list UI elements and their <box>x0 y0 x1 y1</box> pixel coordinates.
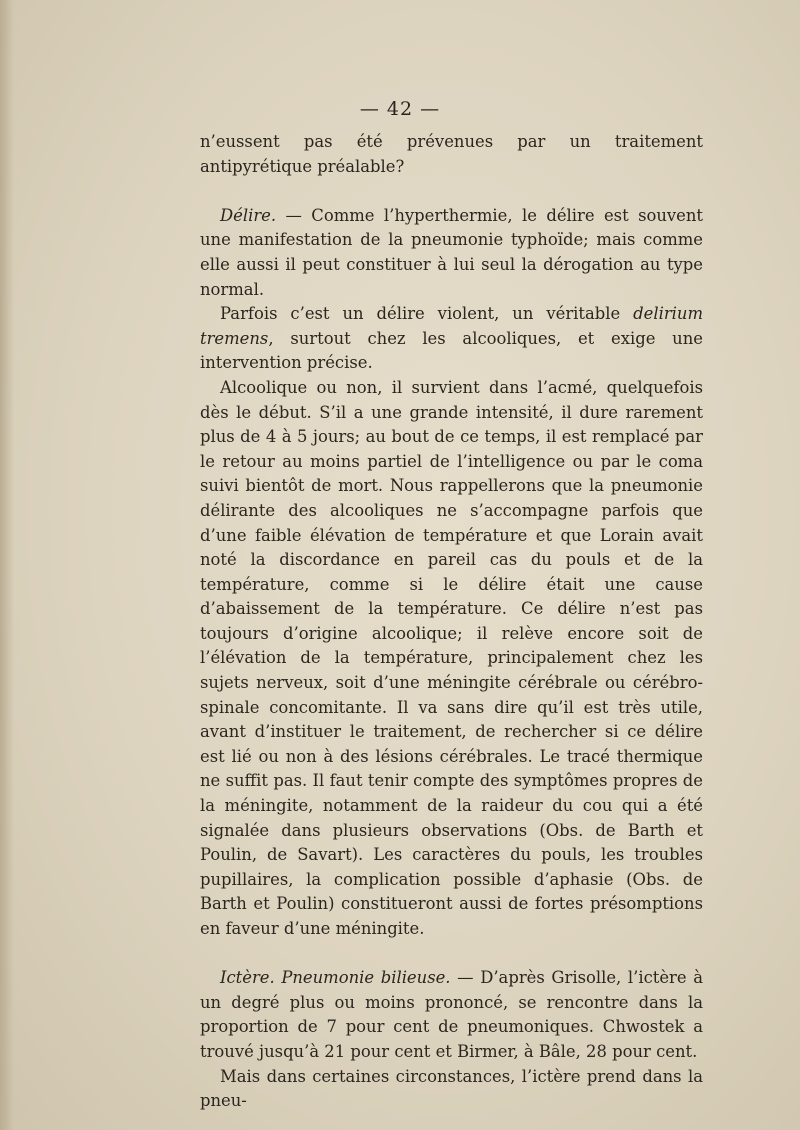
paragraph-ictere-intro <box>200 966 703 1064</box>
paragraph-ictere-continued: Mais dans certaines circonstances, l’ictère prend dans la pneu- <box>200 1066 703 1111</box>
paragraph-continuation: n’eussent pas été prévenues par un traitement antipyrétique préalable? <box>200 132 703 176</box>
term-delirium-tremens: delirium tremens <box>200 304 703 348</box>
section-gap <box>200 942 703 967</box>
body-text <box>200 130 703 1114</box>
section-gap <box>200 179 703 204</box>
paragraph-delire-text: Comme l’hyperthermie, le délire est souvent une manifestation de la pneumonie typhoïde; mais comme elle aussi il peut constituer à lui seul la dérogation au type normal. <box>200 205 704 299</box>
page-number: — 42 — <box>359 98 441 120</box>
paragraph-delirium <box>200 302 703 376</box>
heading-dash: — <box>450 968 481 988</box>
section-heading-delire: Délire. <box>220 205 277 225</box>
paragraph-ictere-text: D’après Grisolle, l’ictère à un degré plus ou moins prononcé, se rencontre dans la proportion de 7 pour cent de pneumoniques. Chwostek a trouvé jusqu’à 21 pour cent et Birmer, à Bâle, 28 pour cent. <box>200 968 704 1061</box>
section-heading-ictere: Ictère. Pneumonie bilieuse. <box>220 968 451 988</box>
paragraph-delire-intro <box>200 204 703 302</box>
paragraph-delirium-end: , surtout chez les alcooliques, et exige une intervention précise. <box>200 328 703 373</box>
heading-dash: — <box>276 205 312 225</box>
paragraph-delirium-start: Parfois c’est un délire violent, un véritable <box>220 304 634 324</box>
paragraph-alcoolique: Alcoolique ou non, il survient dans l’acmé, quelquefois dès le début. S’il a une grande intensité, il dure rarement plus de 4 à 5 jours; au bout de ce temps, il est remplacé par le retour au moins partiel de l’intelligence ou par le coma suivi bientôt de mort. Nous rappellerons que la pneumonie délirante des alcooliques ne s’accompagne parfois que d’une faible élévation de température et que Lorain avait noté la discordance en pareil cas du pouls et de la température, comme si le délire était une cause d’abaissement de la température. Ce délire n’est pas toujours d’origine alcoolique; il relève encore soit de l’élévation de la température, principalement chez les sujets nerveux, soit d’une méningite cérébrale ou cérébro-spinale concomitante. Il va sans dire qu’il est très utile, avant d’instituer le traitement, de rechercher si ce délire est lié ou non à des lésions cérébrales. Le tracé thermique ne suffit pas. Il faut tenir compte des symptômes propres de la méningite, notamment de la raideur du cou qui a été signalée dans plusieurs observations (Obs. de Barth et Poulin, de Savart). Les caractères du pouls, les troubles pupillaires, la complication possible d’aphasie (Obs. de Barth et Poulin) constitueront aussi de fortes présomptions en faveur d’une méningite. <box>200 377 703 938</box>
